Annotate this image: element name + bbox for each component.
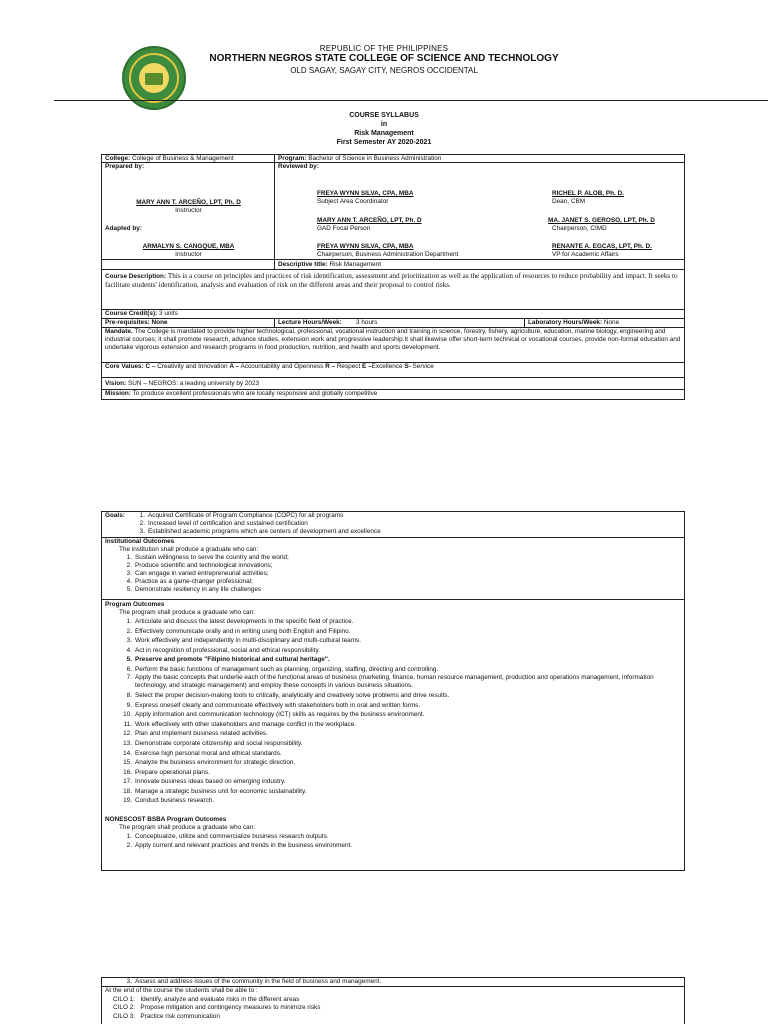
list-item: 9. Express oneself clearly and communicate effectively with stakeholders both in oral and written forms. <box>126 701 421 709</box>
cilo-item <box>105 996 681 1005</box>
goal-text: Established academic programs which are centers of development and excellence <box>148 528 381 535</box>
lecture-label: Lecture Hours/Week: <box>278 319 342 326</box>
credits-row <box>102 310 684 319</box>
list-item-text: Demonstrate corporate citizenship and social responsibility. <box>135 740 303 748</box>
list-item: 3. Can engage in varied entrepreneurial activities; <box>126 570 269 577</box>
list-item: 8. Select the proper decision-making tools to critically, analytically and creatively solve problems and drive results. <box>126 692 450 700</box>
outcomes-table <box>101 511 685 871</box>
core-s-key: S- <box>404 363 411 370</box>
core-r-value: Respect <box>336 363 361 370</box>
program-label: Program: <box>278 155 307 162</box>
list-item-text: Apply current and relevant practices and trends in the business environment. <box>135 841 353 849</box>
reviewer-6-name: RENANTE A. EGCAS, LPT, Ph. D. <box>552 243 652 250</box>
list-item-text: Sustain willingness to serve the country and the world; <box>135 554 289 561</box>
list-item: 12. Plan and implement business related activities. <box>123 730 268 738</box>
hours-row <box>102 319 684 328</box>
mission-value: To produce excellent professionals who are locally responsive and globally competitive <box>132 390 378 397</box>
list-item: 5. Preserve and promote "Filipino historical and cultural heritage". <box>126 656 330 664</box>
goal-item: 1. Acquired Certificate of Program Compliance (COPC) for all programs <box>139 512 344 519</box>
list-item: 1. Sustain willingness to serve the country and the world; <box>126 554 289 561</box>
college-program-row <box>102 155 684 163</box>
signatories-row <box>102 163 684 260</box>
program-intro: The program shall produce a graduate who can: <box>119 609 256 616</box>
republic-line: REPUBLIC OF THE PHILIPPINES <box>319 44 449 53</box>
mandate-row <box>102 328 684 363</box>
program-outcomes-list <box>105 617 681 806</box>
core-e-key: E – <box>362 363 372 370</box>
list-item-text: Practice as a game-changer professional; <box>135 578 253 585</box>
list-item: 10. Apply information and communication technology (ICT) skills as requires by the business environment. <box>123 711 425 719</box>
list-item: 11. Work effectively with other stakeholders and manage conflict in the workplace. <box>123 720 357 728</box>
core-s-value: Service <box>412 363 434 370</box>
core-a-key: A – <box>229 363 240 370</box>
reviewer-2-name: RICHEL P. ALOB, Ph. D. <box>552 190 624 197</box>
college-label: College: <box>105 155 131 162</box>
list-item: 3. Work effectively and independently in multi-disciplinary and multi-cultural teams. <box>126 637 362 645</box>
list-item: 13. Demonstrate corporate citizenship and social responsibility. <box>123 740 303 748</box>
core-c-key: C – <box>145 363 156 370</box>
college-name: NORTHERN NEGROS STATE COLLEGE OF SCIENCE AND TECHNOLOGY <box>209 53 559 64</box>
list-item: 15. Analyze the business environment for strategic direction. <box>123 759 296 767</box>
list-item-text: Express oneself clearly and communicate effectively with stakeholders both in oral and written forms. <box>135 701 421 709</box>
list-item: 4. Practice as a game-changer professional; <box>126 578 253 585</box>
bsba-intro: The program shall produce a graduate who can: <box>119 823 256 831</box>
adapted-label: Adapted by: <box>105 225 142 232</box>
list-item-text: Conduct business research. <box>135 797 215 805</box>
doc-title: COURSE SYLLABUS <box>349 112 419 119</box>
list-item-text: Articulate and discuss the latest developments in the specific field of practice. <box>135 618 354 625</box>
program-title: Program Outcomes <box>105 601 165 608</box>
core-r-key: R – <box>325 363 336 370</box>
reviewer-2-role: Dean, CBM <box>552 198 586 205</box>
list-item: 5. Demonstrate resiliency in any life challenges <box>126 586 262 593</box>
vision-row <box>102 378 684 390</box>
cilo-text: Identify, analyze and evaluate risks in the different areas <box>140 995 300 1003</box>
reviewer-1-role: Subject Area Coordinator <box>317 198 389 205</box>
list-item-text: Innovate business ideas based on emerging industry. <box>135 778 286 786</box>
list-item: 7. Apply the basic concepts that underlie each of the functional areas of business (marketing, finance, human resource management, production and operations management, information technology, and strategic management) and employ these concepts in various business situations. <box>126 674 654 690</box>
doc-semester: First Semester AY 2020-2021 <box>336 139 432 146</box>
list-item-text: Can engage in varied entrepreneurial activities; <box>135 570 269 577</box>
vision-value: SUN – NEGROS: a leading university by 2023 <box>127 380 260 387</box>
reviewer-6-role: VP for Academic Affairs <box>552 251 619 258</box>
credits-label: Course Credit(s): <box>105 310 158 317</box>
mission-label: Mission: <box>105 390 131 397</box>
core-label: Core Values: <box>105 363 144 370</box>
goals-label: Goals: <box>105 512 125 519</box>
lecture-value: 3 hours <box>356 319 378 326</box>
reviewer-5-role: Chairperson, Business Administration Department <box>317 251 459 258</box>
core-c-value: Creativity and Innovation <box>157 363 228 370</box>
lab-value: None <box>603 319 620 326</box>
cilo-item <box>105 1013 681 1022</box>
cilo-text: Propose mitigation and contingency measures to minimize risks <box>140 1004 321 1012</box>
goals-row <box>102 512 684 538</box>
reviewed-label: Reviewed by: <box>278 163 319 170</box>
list-item-text: Apply the basic concepts that underlie each of the functional areas of business (marketing, finance, human resource management, production and operations management, information technology, and strategic management) and employ these concepts in various business situations. <box>135 674 654 690</box>
reviewer-3-name: MARY ANN T. ARCEÑO, LPT, Ph. D <box>317 217 422 224</box>
list-item-text: Conceptualize, utilize and commercialize business research outputs. <box>135 832 329 840</box>
desc-title-value: Risk Management <box>329 261 382 268</box>
preparer-role: Instructor <box>175 207 202 214</box>
list-item: 18. Manage a strategic business unit for economic sustainability. <box>123 787 307 795</box>
list-item: 19. Conduct business research. <box>123 797 215 805</box>
cilo-item <box>105 1004 681 1013</box>
goal-text: Increased level of certification and sustained certification <box>148 520 308 527</box>
list-item-text: Assess and address issues of the community in the field of business and management. <box>135 978 382 985</box>
desc-title-label: Descriptive title: <box>278 261 328 268</box>
list-item-text: Manage a strategic business unit for economic sustainability. <box>135 787 307 795</box>
list-item-text: Demonstrate resiliency in any life challenges <box>135 586 262 593</box>
preparer-name: MARY ANN T. ARCEÑO, LPT, Ph. D <box>136 199 241 206</box>
list-item-text: Apply information and communication technology (ICT) skills as requires by the business environment. <box>135 711 425 719</box>
list-item-text: Act in recognition of professional, social and ethical responsibility. <box>135 646 320 654</box>
list-item: 3. Assess and address issues of the community in the field of business and management. <box>102 978 684 986</box>
prereq-label: Pre-requisites: <box>105 319 150 326</box>
reviewer-4-name: MA. JANET S. GEROSO, LPT, Ph. D <box>548 217 655 224</box>
list-item-text: Produce scientific and technological innovations; <box>135 562 273 569</box>
list-item-text: Perform the basic functions of management such as planning, organizing, staffing, directing and controlling. <box>135 665 439 673</box>
credits-value: 3 units <box>158 310 178 317</box>
reviewer-4-role: Chairperson, CIMD <box>552 225 607 232</box>
vision-label: Vision: <box>105 380 127 387</box>
reviewer-5-name: FREYA WYNN SILVA, CPA, MBA <box>317 243 414 250</box>
list-item-text: Work effectively and independently in multi-disciplinary and multi-cultural teams. <box>135 637 362 645</box>
doc-course: Risk Management <box>354 130 414 137</box>
course-desc-value: This is a course on principles and practices of risk identification, assessment and prioritization as well as the application of resources to reduce probability and impact. It seeks to facilitate students' identification, analysis and evaluation of risk on the different areas and their proposal to control risks. <box>105 272 678 289</box>
college-address: OLD SAGAY, SAGAY CITY, NEGROS OCCIDENTAL <box>290 66 478 75</box>
cilo-intro: At the end of the course the students shall be able to : <box>105 987 258 994</box>
list-item: 1. Conceptualize, utilize and commercialize business research outputs. <box>126 832 329 840</box>
list-item-text: Analyze the business environment for strategic direction. <box>135 759 296 767</box>
list-item: 4. Act in recognition of professional, social and ethical responsibility. <box>126 646 320 654</box>
institutional-intro: The institution shall produce a graduate who can: <box>119 546 259 553</box>
continuation-table <box>101 977 685 1024</box>
program-value: Bachelor of Science in Business Administration <box>308 155 442 162</box>
list-item: 2. Apply current and relevant practices and trends in the business environment. <box>126 841 353 849</box>
program-outcomes-row <box>102 600 684 870</box>
header-divider <box>54 100 768 101</box>
list-item-text: Exercise high personal moral and ethical standards. <box>135 749 282 757</box>
list-item-text: Plan and implement business related activities. <box>135 730 268 738</box>
goal-item: 3. Established academic programs which are centers of development and excellence <box>139 528 381 535</box>
institutional-title: Institutional Outcomes <box>105 538 175 545</box>
list-item: 6. Perform the basic functions of management such as planning, organizing, staffing, directing and controlling. <box>126 665 439 673</box>
goal-text: Acquired Certificate of Program Compliance (COPC) for all programs <box>148 512 344 519</box>
core-a-value: Accountability and Openness <box>240 363 324 370</box>
bsba-continued-row <box>102 978 684 987</box>
list-item: 17. Innovate business ideas based on emerging industry. <box>123 778 286 786</box>
list-item: 1. Articulate and discuss the latest developments in the specific field of practice. <box>126 618 354 625</box>
institutional-outcomes-row <box>102 538 684 600</box>
core-values-row <box>102 363 684 378</box>
cilo-code: CILO 3: <box>113 1012 136 1020</box>
core-e-value: Excellence <box>371 363 403 370</box>
prereq-value: None <box>151 319 168 326</box>
list-item: 2. Produce scientific and technological innovations; <box>126 562 273 569</box>
list-item-text: Prepare operational plans. <box>135 768 210 776</box>
lab-label: Laboratory Hours/Week: <box>528 319 603 326</box>
list-item-text: Work effectively with other stakeholders and manage conflict in the workplace. <box>135 720 357 728</box>
bsba-title: NONESCOST BSBA Program Outcomes <box>105 815 227 823</box>
list-item-text: Select the proper decision-making tools to critically, analytically and creatively solve problems and drive results. <box>135 692 450 700</box>
reviewer-3-role: GAD Focal Person <box>317 225 371 232</box>
list-item: 14. Exercise high personal moral and ethical standards. <box>123 749 282 757</box>
goal-item: 2. Increased level of certification and sustained certification <box>139 520 308 527</box>
college-value: College of Business & Management <box>132 155 234 162</box>
cilo-code: CILO 1: <box>113 995 136 1003</box>
mission-row <box>102 390 684 399</box>
mandate-value: The College is mandated to provide higher technological, professional, vocational instruction and training in science, forestry, fishery, agriculture, education, marine biology, engineering and industrial courses; it shall promote research, advance studies, extension work and progressive leadership.It shall likewise offer short-term technical or vocational courses, provide non-formal education and undertake vigorous extension and research programs in food production, nutrition, and health and sports development. <box>105 328 681 351</box>
adapter-role: Instructor <box>175 251 202 258</box>
adapter-name: ARMALYN S. CANGQUE, MBA <box>142 243 235 250</box>
list-item-text: Effectively communicate orally and in writing using both English and Filipino. <box>135 627 351 635</box>
mandate-label: Mandate. <box>105 328 133 335</box>
reviewer-1-name: FREYA WYNN SILVA, CPA, MBA <box>317 190 414 197</box>
list-item-text: Preserve and promote "Filipino historical and cultural heritage". <box>135 656 330 664</box>
cilo-code: CILO 2: <box>113 1004 136 1012</box>
doc-in: in <box>380 121 388 128</box>
list-item: 2. Effectively communicate orally and in writing using both English and Filipino. <box>126 627 351 635</box>
course-info-table <box>101 154 685 400</box>
cilo-section <box>102 987 684 1021</box>
course-description-row <box>102 270 684 310</box>
course-desc-label: Course Description: <box>105 273 167 280</box>
list-item: 16. Prepare operational plans. <box>123 768 210 776</box>
syllabus-titles <box>0 111 768 147</box>
cilo-text: Practice risk communication <box>140 1012 220 1020</box>
descriptive-title-row <box>102 260 684 270</box>
prepared-label: Prepared by: <box>105 163 145 170</box>
